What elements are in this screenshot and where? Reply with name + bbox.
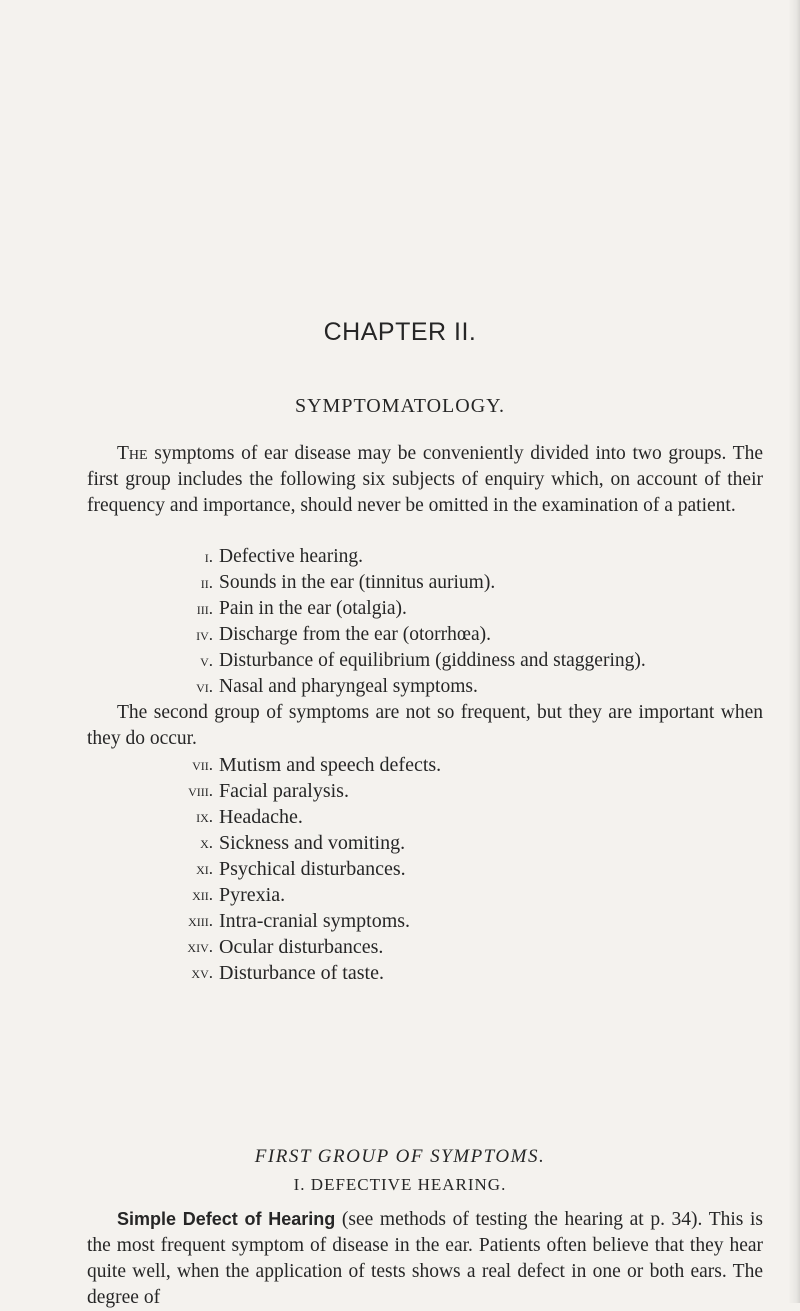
list-text: Headache. xyxy=(219,806,303,828)
list-numeral: x. xyxy=(200,833,213,852)
list-text: Facial paralysis. xyxy=(219,780,349,802)
list-numeral: viii. xyxy=(188,781,213,800)
list-item xyxy=(0,934,800,960)
list-item xyxy=(0,648,800,674)
list-text: Mutism and speech defects. xyxy=(219,754,442,776)
list-item xyxy=(0,856,800,882)
first-group-list xyxy=(0,544,800,700)
intro-text: symptoms of ear disease may be conveniently divided into two groups. The first group includes the following six subjects of enquiry which, on account of their frequency and importance, should never be omitted in the examination of a patient. xyxy=(87,443,763,516)
defective-hearing-heading: I. DEFECTIVE HEARING. xyxy=(293,1175,507,1194)
hearing-text: (see methods of testing the hearing at p. 34). This is the most frequent symptom of disease in the ear. Patients often believe that they hear quite well, when the application of tests shows a real defect in one or both ears. The degree of xyxy=(87,1209,763,1308)
second-group-paragraph: The second group of symptoms are not so frequent, but they are important when they do occur. xyxy=(87,702,763,749)
list-item xyxy=(0,544,800,570)
list-text: Sounds in the ear (tinnitus aurium). xyxy=(219,572,496,593)
list-item xyxy=(0,804,800,830)
list-text: Psychical disturbances. xyxy=(219,858,406,880)
list-text: Sickness and vomiting. xyxy=(219,832,406,854)
list-numeral: ii. xyxy=(200,573,213,592)
list-numeral: xii. xyxy=(192,885,213,904)
hearing-lead: Simple Defect of Hearing xyxy=(117,1209,336,1229)
hearing-paragraph xyxy=(87,1206,763,1311)
list-item xyxy=(0,778,800,804)
list-text: Discharge from the ear (otorrhœa). xyxy=(219,624,491,645)
list-item xyxy=(0,570,800,596)
chapter-title: CHAPTER II. xyxy=(323,318,477,346)
list-numeral: v. xyxy=(200,651,213,670)
list-item xyxy=(0,960,800,986)
list-item xyxy=(0,622,800,648)
list-numeral: vi. xyxy=(196,677,213,696)
list-item xyxy=(0,908,800,934)
list-text: Disturbance of taste. xyxy=(219,962,384,984)
list-numeral: ix. xyxy=(196,807,213,826)
list-text: Disturbance of equilibrium (giddiness and staggering). xyxy=(219,650,646,671)
list-item xyxy=(0,752,800,778)
list-text: Pyrexia. xyxy=(219,884,286,906)
list-numeral: xiv. xyxy=(187,937,213,956)
list-item xyxy=(0,596,800,622)
section-title: SYMPTOMATOLOGY. xyxy=(294,395,506,417)
first-group-heading: FIRST GROUP OF SYMPTOMS. xyxy=(254,1146,546,1167)
intro-lead-word: The xyxy=(117,443,148,464)
list-numeral: i. xyxy=(204,547,213,566)
list-item xyxy=(0,674,800,700)
list-item xyxy=(0,830,800,856)
list-numeral: vii. xyxy=(192,755,213,774)
list-numeral: xi. xyxy=(196,859,213,878)
list-text: Defective hearing. xyxy=(219,546,364,567)
list-text: Nasal and pharyngeal symptoms. xyxy=(219,676,478,697)
list-text: Ocular disturbances. xyxy=(219,936,384,958)
list-text: Intra-cranial symptoms. xyxy=(219,910,411,932)
intro-paragraph xyxy=(87,441,763,519)
list-item xyxy=(0,882,800,908)
list-numeral: iv. xyxy=(196,625,213,644)
list-numeral: iii. xyxy=(196,599,213,618)
list-numeral: xiii. xyxy=(188,911,213,930)
list-text: Pain in the ear (otalgia). xyxy=(219,598,407,619)
second-group-list xyxy=(0,752,800,986)
list-numeral: xv. xyxy=(191,963,213,982)
